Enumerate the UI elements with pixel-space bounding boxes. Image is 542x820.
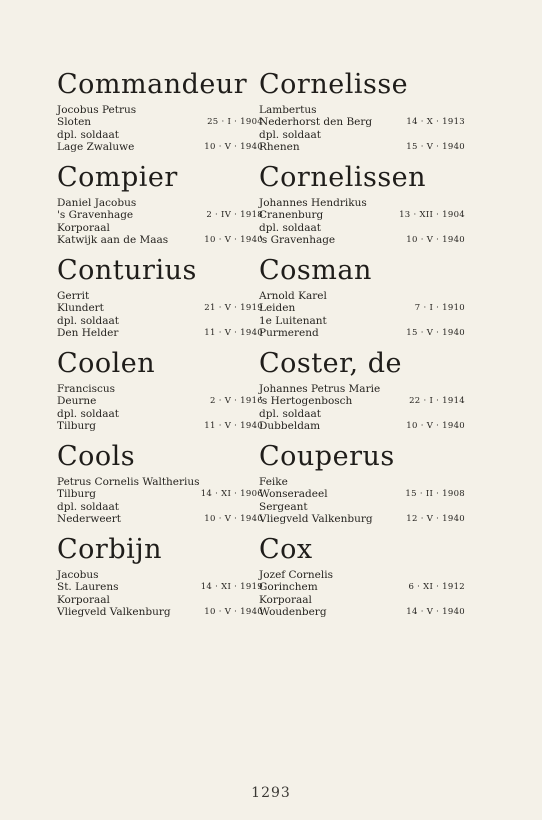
entry-date: 15 · V · 1940 (406, 142, 465, 153)
entry-line-text: dpl. soldaat (259, 407, 322, 420)
given-names-text: Jocobus Petrus (57, 104, 137, 116)
entry-line (259, 395, 469, 407)
entry-line-text: Tilburg (57, 420, 96, 433)
entry-line-text: 1e Luitenant (259, 314, 327, 327)
entry-line (57, 129, 267, 141)
given-names (57, 383, 267, 395)
entry-line-text: Katwijk aan de Maas (57, 234, 169, 247)
memorial-entry (57, 256, 267, 349)
given-names (259, 197, 469, 209)
memorial-entry (57, 163, 267, 256)
entry-line (259, 209, 469, 221)
entry-line (57, 581, 267, 593)
entry-date: 14 · XI · 1919 (200, 582, 263, 593)
entry-line (259, 222, 469, 234)
surname-heading: Cox (259, 534, 313, 565)
entry-line-text: Korporaal (57, 593, 110, 606)
entry-date: 10 · V · 1940 (406, 235, 465, 246)
entry-line-text: Korporaal (57, 221, 110, 234)
given-names (57, 476, 267, 488)
given-names (57, 197, 267, 209)
entry-line-text: Klundert (57, 302, 104, 315)
entry-line (57, 116, 267, 128)
given-names (259, 476, 469, 488)
entry-line (57, 606, 267, 618)
surname-heading: Corbijn (57, 534, 163, 565)
given-names-text: Daniel Jacobus (57, 197, 137, 209)
given-names (57, 104, 267, 116)
given-names-text: Arnold Karel (259, 290, 327, 302)
entry-date: 10 · V · 1940 (406, 421, 465, 432)
entry-line-text: 's Gravenhage (259, 234, 336, 247)
entry-line (259, 606, 469, 618)
given-names-text: Johannes Hendrikus (259, 197, 367, 209)
entry-date: 10 · V · 1940 (204, 142, 263, 153)
given-names (57, 290, 267, 302)
entry-line-text: dpl. soldaat (259, 128, 322, 141)
entry-line (259, 501, 469, 513)
entry-date: 6 · XI · 1912 (408, 582, 465, 593)
given-names-text: Gerrit (57, 290, 90, 302)
given-names-text: Petrus Cornelis Waltherius (57, 476, 200, 488)
entry-line-text: Nederhorst den Berg (259, 116, 373, 129)
entry-line (57, 222, 267, 234)
entry-line-text: Gorinchem (259, 581, 318, 594)
entry-line-text: Deurne (57, 395, 97, 408)
entry-date: 11 · V · 1940 (204, 328, 263, 339)
entry-date: 21 · V · 1919 (204, 303, 263, 314)
memorial-entry (57, 70, 267, 163)
surname-heading: Compier (57, 162, 178, 193)
memorial-entry (57, 535, 267, 628)
entry-line-text: Nederweert (57, 513, 122, 526)
entry-line-text: Sergeant (259, 500, 308, 513)
entry-line (57, 408, 267, 420)
memorial-entry (57, 349, 267, 442)
entry-line (259, 141, 469, 153)
memorial-entry (259, 70, 469, 163)
entry-date: 11 · V · 1940 (204, 421, 263, 432)
entry-line (259, 234, 469, 246)
entry-line (57, 315, 267, 327)
entry-date: 14 · X · 1913 (406, 117, 465, 128)
entry-line-text: dpl. soldaat (57, 500, 120, 513)
given-names-text: Feike (259, 476, 288, 488)
entry-line-text: Den Helder (57, 327, 119, 340)
entry-line-text: Cranenburg (259, 209, 324, 222)
entry-line-text: Sloten (57, 116, 92, 129)
entry-line (259, 420, 469, 432)
entry-line-text: dpl. soldaat (57, 314, 120, 327)
entry-line-text: 's Hertogenbosch (259, 395, 353, 408)
given-names (259, 290, 469, 302)
given-names-text: Lambertus (259, 104, 317, 116)
entry-date: 15 · II · 1908 (405, 489, 465, 500)
given-names (259, 383, 469, 395)
surname-heading: Cornelissen (259, 162, 427, 193)
surname-heading: Cosman (259, 255, 372, 286)
entry-line-text: Wonseradeel (259, 488, 328, 501)
surname-heading: Coolen (57, 348, 156, 379)
entry-date: 22 · I · 1914 (409, 396, 465, 407)
entry-line (57, 488, 267, 500)
memorial-entry (259, 442, 469, 535)
surname-heading: Cornelisse (259, 69, 409, 100)
entry-line (259, 513, 469, 525)
entry-line-text: Woudenberg (259, 606, 327, 619)
given-names (57, 569, 267, 581)
memorial-entry (57, 442, 267, 535)
surname-heading: Commandeur (57, 69, 248, 100)
entry-line (259, 302, 469, 314)
entry-line-text: dpl. soldaat (259, 221, 322, 234)
entry-date: 10 · V · 1940 (204, 514, 263, 525)
entry-line (259, 327, 469, 339)
given-names-text: Jozef Cornelis (259, 569, 333, 581)
entry-date: 13 · XII · 1904 (399, 210, 465, 221)
left-column (57, 70, 267, 628)
entry-line (57, 501, 267, 513)
entry-line (259, 594, 469, 606)
entry-date: 14 · XI · 1906 (200, 489, 263, 500)
entry-date: 12 · V · 1940 (406, 514, 465, 525)
given-names (259, 104, 469, 116)
entry-line (57, 395, 267, 407)
entry-date: 25 · I · 1904 (207, 117, 263, 128)
memorial-entry (259, 535, 469, 628)
entry-date: 10 · V · 1940 (204, 607, 263, 618)
entry-date: 10 · V · 1940 (204, 235, 263, 246)
surname-heading: Coster, de (259, 348, 402, 379)
entry-line-text: Tilburg (57, 488, 96, 501)
right-column (259, 70, 469, 628)
memorial-entry (259, 349, 469, 442)
entry-line-text: St. Laurens (57, 581, 119, 594)
entry-date: 14 · V · 1940 (406, 607, 465, 618)
entry-date: 2 · V · 1916 (210, 396, 263, 407)
entry-line (57, 141, 267, 153)
page-number: 1293 (251, 785, 291, 801)
entry-line-text: Vliegveld Valkenburg (259, 513, 373, 526)
entry-line-text: Lage Zwaluwe (57, 141, 135, 154)
entry-line (57, 302, 267, 314)
given-names (259, 569, 469, 581)
entry-line (57, 513, 267, 525)
entry-line (259, 408, 469, 420)
entry-date: 7 · I · 1910 (414, 303, 465, 314)
entry-line-text: Korporaal (259, 593, 312, 606)
memorial-entry (259, 256, 469, 349)
given-names-text: Johannes Petrus Marie (259, 383, 381, 395)
entry-date: 2 · IV · 1918 (206, 210, 263, 221)
entry-line (57, 209, 267, 221)
entry-line-text: Vliegveld Valkenburg (57, 606, 171, 619)
entry-line-text: Rhenen (259, 141, 300, 154)
entry-line (57, 420, 267, 432)
entry-line (57, 594, 267, 606)
entry-line (259, 488, 469, 500)
given-names-text: Jacobus (57, 569, 99, 581)
given-names-text: Franciscus (57, 383, 115, 395)
memorial-entry (259, 163, 469, 256)
entry-date: 15 · V · 1940 (406, 328, 465, 339)
entry-line-text: Leiden (259, 302, 296, 315)
entry-line (259, 129, 469, 141)
entry-line (259, 581, 469, 593)
entry-line-text: Purmerend (259, 327, 319, 340)
entry-line-text: dpl. soldaat (57, 407, 120, 420)
surname-heading: Cools (57, 441, 136, 472)
entry-line (259, 315, 469, 327)
entry-line (57, 327, 267, 339)
entry-line (57, 234, 267, 246)
surname-heading: Couperus (259, 441, 395, 472)
entry-line-text: 's Gravenhage (57, 209, 134, 222)
entry-line (259, 116, 469, 128)
entry-line-text: Dubbeldam (259, 420, 321, 433)
entry-line-text: dpl. soldaat (57, 128, 120, 141)
surname-heading: Conturius (57, 255, 197, 286)
